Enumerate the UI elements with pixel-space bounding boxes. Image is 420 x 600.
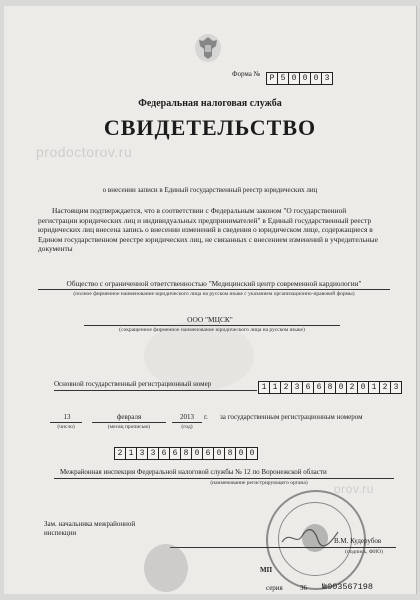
form-digit: 3 — [321, 72, 333, 85]
form-digit: 0 — [299, 72, 311, 85]
ogrn-number — [258, 376, 401, 394]
reg-day: 13 — [63, 413, 71, 421]
reg-month-caption: (месяц прописью) — [107, 424, 151, 430]
ogrn-digit: 6 — [302, 381, 314, 394]
ogrn-digit: 3 — [390, 381, 402, 394]
authority-caption: (наименование регистрирующего органа) — [210, 480, 308, 486]
grn-label: за государственным регистрационным номером — [220, 413, 363, 421]
ogrn-digit: 2 — [280, 381, 292, 394]
agency-name: Федеральная налоговая служба — [138, 98, 282, 109]
signer-name: В.М. Кудерубов — [334, 537, 382, 545]
handwritten-signature — [280, 526, 340, 548]
series-number: №003567198 — [322, 582, 374, 592]
grn-digit: 6 — [158, 447, 170, 460]
entity-short-name: ООО "МЦСК" — [187, 315, 233, 324]
document-title: СВИДЕТЕЛЬСТВО — [103, 115, 317, 140]
reg-year-suffix: г. — [204, 413, 208, 421]
reg-year-caption: (год) — [181, 424, 193, 430]
reg-day-caption: (число) — [57, 424, 75, 430]
grn-digit: 3 — [147, 447, 159, 460]
reg-year: 2013 — [180, 413, 194, 421]
form-digit: 5 — [277, 72, 289, 85]
form-digit: 0 — [310, 72, 322, 85]
reg-month: февраля — [116, 413, 142, 421]
series-label: серия — [266, 584, 283, 592]
ogrn-digit: 3 — [291, 381, 303, 394]
ogrn-digit: 2 — [346, 381, 358, 394]
ogrn-digit: 1 — [368, 381, 380, 394]
ogrn-digit: 2 — [379, 381, 391, 394]
signature-caption: (подпись, ФИО) — [345, 549, 383, 555]
grn-digit: 1 — [125, 447, 137, 460]
body-paragraph: Настоящим подтверждается, что в соответствии с Федеральным законом "О государственной регистрации юридических лиц и индивидуальных предпринимателей" в Единый государственный реестр юридических лиц внесена запись о внесении изменений в сведения о юридическом лице, содержащиеся в Едином государственном реестре юридических лиц, не связанных с внесением изменений в учредительные документы — [38, 206, 378, 254]
signer-position: Зам. начальника межрайонной инспекции — [44, 520, 136, 537]
document-subject: о внесении записи в Единый государственный реестр юридических лиц — [102, 186, 318, 194]
grn-digit: 0 — [191, 447, 203, 460]
hologram-emblem — [144, 544, 188, 592]
ogrn-digit: 1 — [258, 381, 270, 394]
grn-digit: 0 — [235, 447, 247, 460]
grn-digit: 0 — [246, 447, 258, 460]
watermark-text: orov.ru — [334, 482, 374, 496]
entity-full-name-caption: (полное фирменное наименование юридического лица на русском языке с указанием организационно-правовой формы) — [73, 291, 355, 297]
grn-digit: 0 — [213, 447, 225, 460]
grn-digit: 6 — [169, 447, 181, 460]
ogrn-digit: 0 — [357, 381, 369, 394]
watermark-text: prodoctorov.ru — [36, 144, 133, 160]
form-number — [266, 67, 332, 85]
state-emblem — [195, 34, 221, 62]
grn-digit: 3 — [136, 447, 148, 460]
authority-name: Межрайонная инспекция Федеральной налоговой службы № 12 по Воронежской области — [60, 468, 327, 476]
ogrn-label: Основной государственный регистрационный номер — [54, 380, 212, 388]
certificate-sheet — [4, 6, 417, 594]
grn-digit: 8 — [224, 447, 236, 460]
grn-digit: 6 — [202, 447, 214, 460]
series-value: 36 — [300, 584, 307, 592]
form-digit: 0 — [288, 72, 300, 85]
ogrn-digit: 6 — [313, 381, 325, 394]
form-digit: Р — [266, 72, 278, 85]
entity-full-name: Общество с ограниченной ответственностью "Медицинский центр современной кардиологии" — [66, 279, 362, 288]
ogrn-digit: 1 — [269, 381, 281, 394]
form-label: Форма № — [232, 70, 261, 78]
grn-digit: 2 — [114, 447, 126, 460]
seal-place-mark: МП — [260, 566, 273, 574]
grn-number — [114, 442, 257, 460]
entity-short-name-caption: (сокращенное фирменное наименование юридического лица на русском языке) — [119, 327, 305, 333]
ogrn-digit: 0 — [335, 381, 347, 394]
ogrn-digit: 8 — [324, 381, 336, 394]
grn-digit: 8 — [180, 447, 192, 460]
